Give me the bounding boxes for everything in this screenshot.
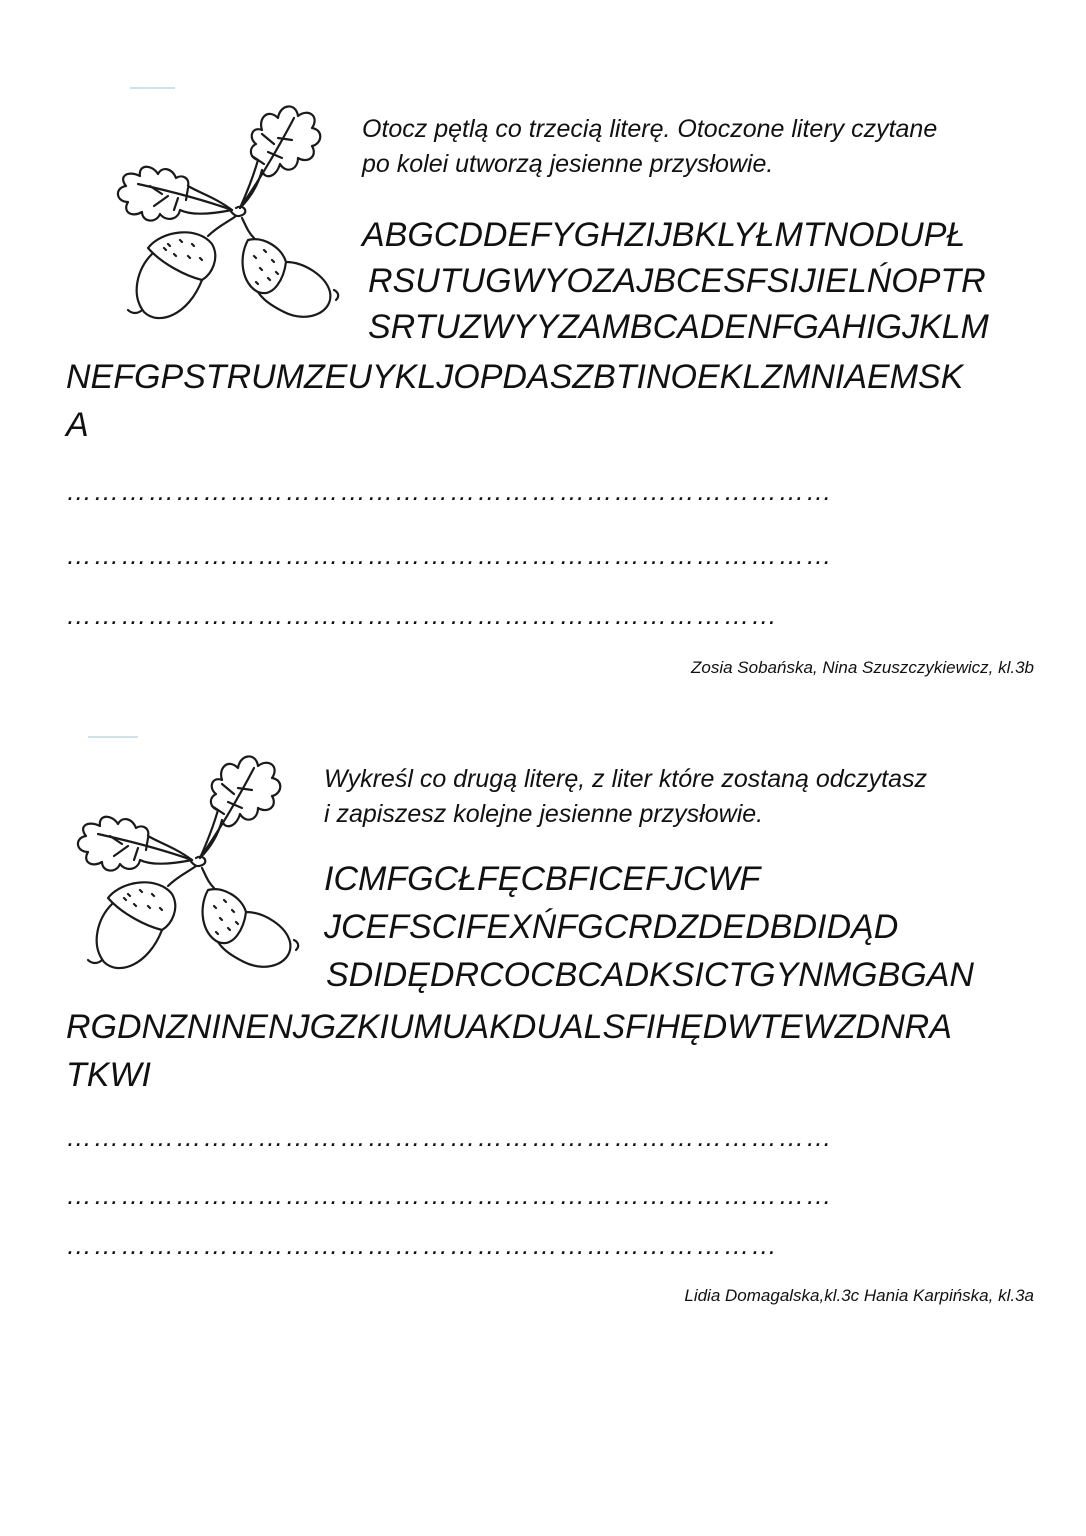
letter-row: JCEFSCIFEXŃFGCRDZDEDBDIDĄD [324,908,899,946]
instruction-line: po kolei utworzą jesienne przysłowie. [362,150,774,178]
decorative-speck [130,87,175,89]
author-credit: Lidia Domagalska,kl.3c Hania Karpińska, kl.3a [684,1286,1034,1305]
letter-row: TKWI [66,1056,151,1094]
instruction [324,762,1064,832]
letter-row: RGDNZNINENJGZKIUMUAKDUALSFIHĘDWTEWZDNRA [66,1008,952,1046]
letter-row: SRTUZWYYZAMBCADENFGAHIGJKLM [368,308,989,346]
acorn-icon [68,748,308,973]
decorative-speck [88,736,138,738]
answer-line: ………………………………………………………………………… [66,476,834,506]
answer-line: …………………………………………………………………… [66,1230,779,1260]
letter-row: NEFGPSTRUMZEUYKLJOPDASZBTINOEKLZMNIAEMSK [66,358,964,396]
letter-row: ICMFGCŁFĘCBFICEFJCWF [324,860,761,898]
answer-line: ………………………………………………………………………… [66,1180,834,1210]
instruction-line: Wykreśl co drugą literę, z liter które zostaną odczytasz [324,765,928,793]
instruction-line: Otocz pętlą co trzecią literę. Otoczone litery czytane [362,115,938,143]
letter-row: A [66,406,89,444]
answer-line: ………………………………………………………………………… [66,540,834,570]
answer-line: …………………………………………………………………… [66,600,779,630]
instruction [362,112,1062,182]
acorn-icon [108,98,348,323]
author-credit: Zosia Sobańska, Nina Szuszczykiewicz, kl.3b [691,658,1034,677]
letter-row: SDIDĘDRCOCBCADKSICTGYNMGBGAN [326,956,974,994]
letter-row: RSUTUGWYOZAJBCESFSIJIELŃOPTR [368,262,986,300]
instruction-line: i zapiszesz kolejne jesienne przysłowie. [324,800,764,828]
letter-row: ABGCDDEFYGHZIJBKLYŁMTNODUPŁ [362,216,966,254]
answer-line: ………………………………………………………………………… [66,1122,834,1152]
